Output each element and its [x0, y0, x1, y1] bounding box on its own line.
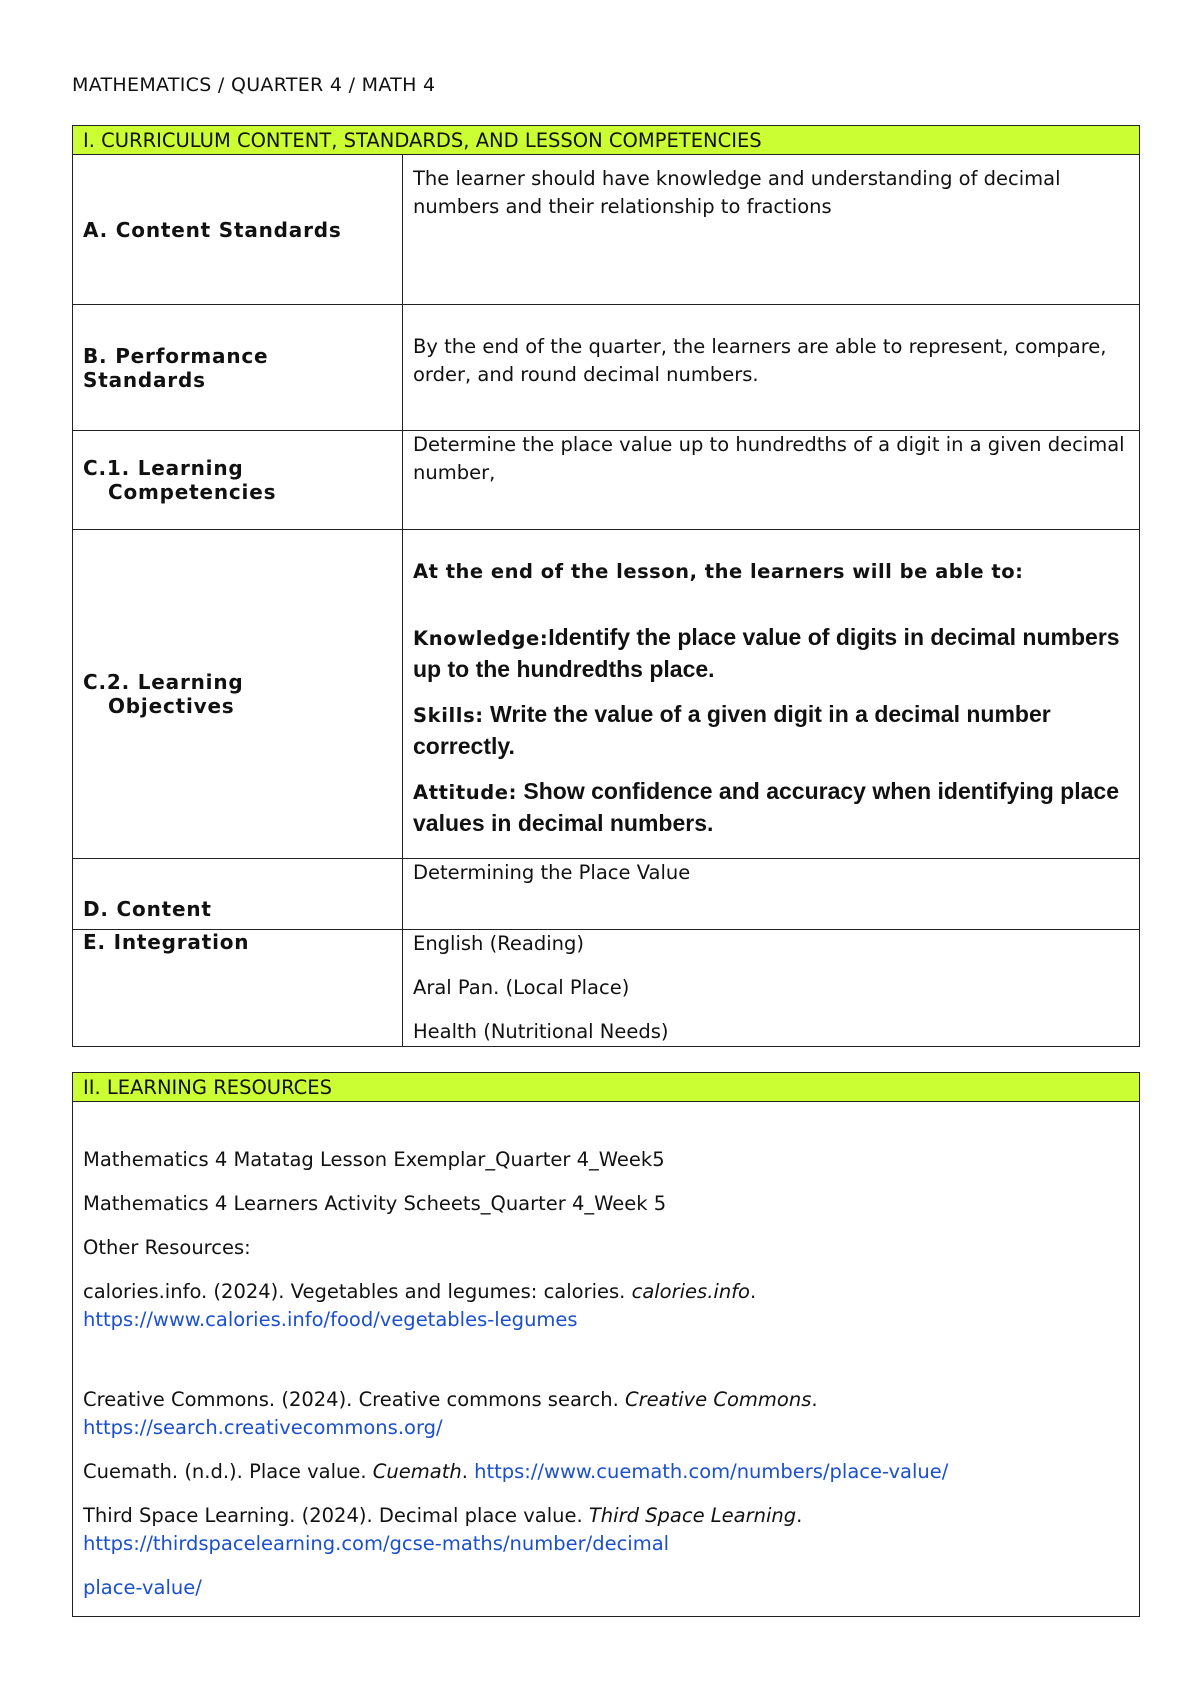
content-text [403, 859, 1140, 930]
resource-line: Other Resources: [83, 1236, 251, 1259]
learning-objectives-text [403, 530, 1140, 859]
row-label-learning-objectives [73, 530, 403, 859]
content-standards-body: The learner should have knowledge and understanding of decimal numbers and their relationship to fractions [413, 167, 1061, 218]
integration-item: Aral Pan. (Local Place) [413, 976, 630, 999]
reference-text: calories.info. (2024). Vegetables and legumes: calories. [83, 1280, 632, 1303]
reference-source: calories.info [631, 1280, 750, 1303]
reference-text: Creative Commons. (2024). Creative commons search. [83, 1388, 625, 1411]
reference-entry [83, 1502, 1129, 1558]
curriculum-table [72, 125, 1140, 1047]
objectives-intro: At the end of the lesson, the learners will be able to: [413, 560, 1024, 583]
page-title: MATHEMATICS / QUARTER 4 / MATH 4 [72, 74, 436, 96]
reference-link-continued[interactable]: place-value/ [83, 1576, 202, 1599]
objective-attitude [413, 776, 1129, 839]
objective-text: Write the value of a given digit in a decimal number correctly. [413, 701, 1051, 759]
content-standards-text [403, 155, 1140, 305]
section-heading-curriculum: I. CURRICULUM CONTENT, STANDARDS, AND LESSON COMPETENCIES [73, 126, 1140, 155]
label-line: Standards [83, 367, 206, 392]
learning-competencies-text [403, 431, 1140, 530]
objective-text: Identify the place value of digits in decimal numbers up to the hundredths place. [413, 624, 1120, 682]
reference-source: Creative Commons [624, 1388, 812, 1411]
label-line: Competencies [108, 480, 277, 504]
reference-source: Cuemath [372, 1460, 462, 1483]
label-line: C.2. Learning [83, 670, 244, 694]
resource-line: Mathematics 4 Matatag Lesson Exemplar_Quarter 4_Week5 [83, 1148, 665, 1171]
row-label-integration: E. Integration [73, 930, 403, 1047]
performance-standards-body: By the end of the quarter, the learners are able to represent, compare, order, and round decimal numbers. [413, 335, 1107, 386]
reference-entry [83, 1574, 1129, 1602]
integration-item: English (Reading) [413, 932, 584, 955]
objective-skills [413, 699, 1129, 762]
objective-text: Show confidence and accuracy when identifying place values in decimal numbers. [413, 778, 1119, 836]
row-label-content: D. Content [73, 859, 403, 930]
reference-link[interactable]: https://search.creativecommons.org/ [83, 1416, 443, 1439]
row-label-performance-standards [73, 305, 403, 431]
reference-link[interactable]: https://www.calories.info/food/vegetables-legumes [83, 1308, 578, 1331]
reference-text: Cuemath. (n.d.). Place value. [83, 1460, 373, 1483]
reference-punct: . [749, 1280, 757, 1303]
objective-key: Knowledge: [413, 627, 549, 650]
row-label-content-standards: A. Content Standards [73, 155, 403, 305]
reference-link[interactable]: https://thirdspacelearning.com/gcse-maths/number/decimal [83, 1532, 670, 1555]
objective-key: Skills: [413, 704, 484, 727]
resources-list [73, 1102, 1140, 1617]
label-line: C.1. Learning [83, 456, 244, 480]
performance-standards-text [403, 305, 1140, 431]
reference-link[interactable]: https://www.cuemath.com/numbers/place-value/ [474, 1460, 949, 1483]
label-line: Objectives [108, 694, 235, 718]
content-body: Determining the Place Value [413, 861, 691, 884]
reference-text: Third Space Learning. (2024). Decimal place value. [83, 1504, 589, 1527]
reference-punct: . [811, 1388, 818, 1411]
reference-punct: . [461, 1460, 475, 1483]
learning-competencies-body: Determine the place value up to hundredths of a digit in a given decimal number, [413, 433, 1125, 484]
resources-table [72, 1072, 1140, 1617]
integration-list [403, 930, 1140, 1047]
integration-item: Health (Nutritional Needs) [413, 1020, 669, 1043]
objective-key: Attitude: [413, 781, 518, 804]
label-line: B. Performance [83, 343, 269, 368]
resource-line: Mathematics 4 Learners Activity Scheets_Quarter 4_Week 5 [83, 1192, 667, 1215]
reference-source: Third Space Learning [588, 1504, 797, 1527]
reference-entry [83, 1458, 1129, 1486]
section-heading-resources: II. LEARNING RESOURCES [73, 1073, 1140, 1102]
reference-entry [83, 1278, 1129, 1334]
reference-punct: . [796, 1504, 803, 1527]
objective-knowledge [413, 622, 1129, 685]
row-label-learning-competencies [73, 431, 403, 530]
reference-entry [83, 1386, 1129, 1442]
